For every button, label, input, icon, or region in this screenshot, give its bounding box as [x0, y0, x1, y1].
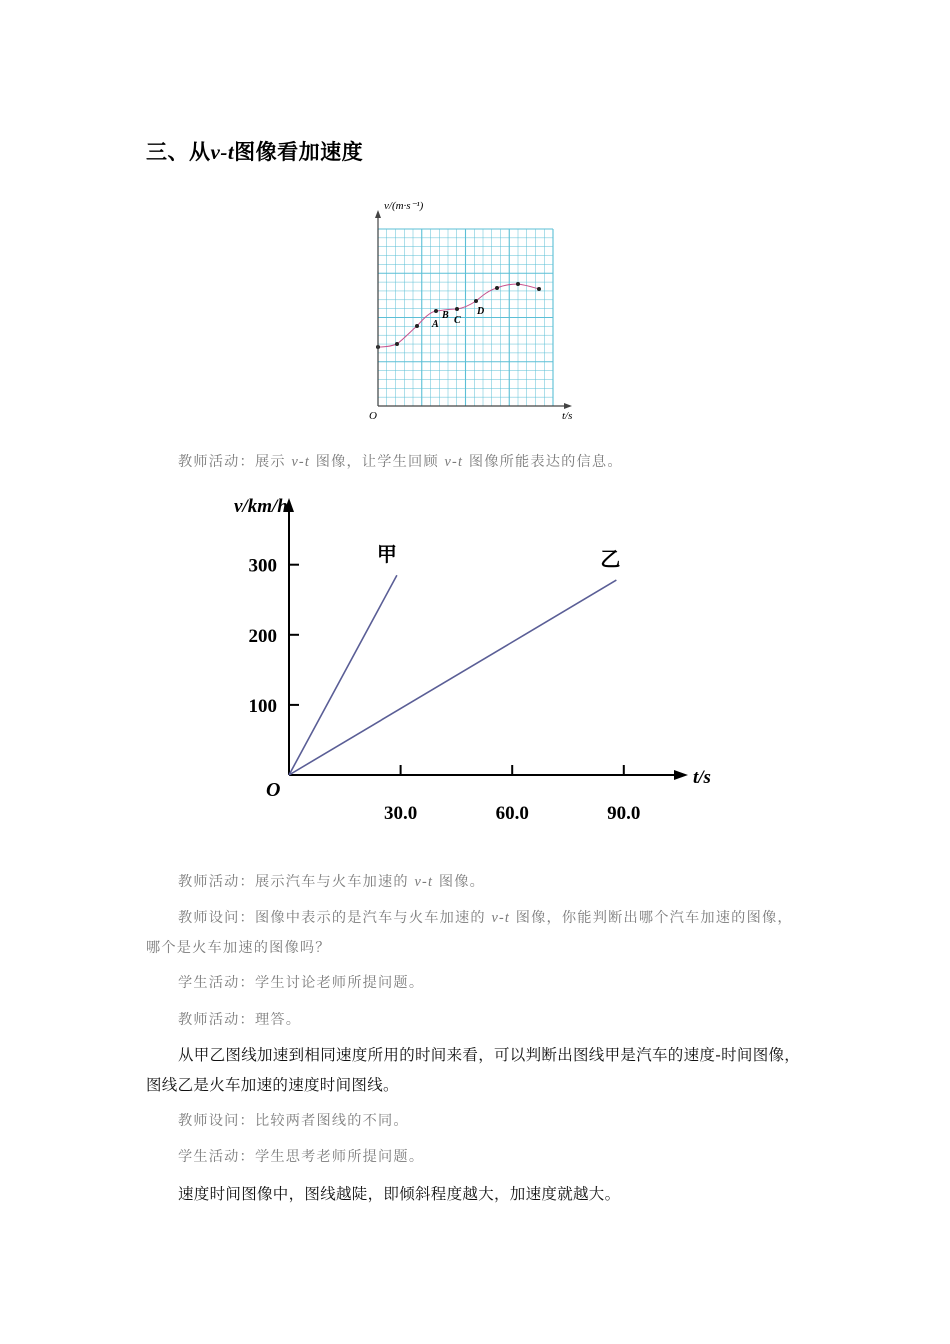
series-label-0: 甲 [376, 542, 397, 567]
paragraph-text: 教师设问：图像中表示的是汽车与火车加速的 [178, 910, 492, 926]
data-point [434, 309, 438, 313]
data-point [516, 282, 520, 286]
series-line-1 [289, 580, 616, 775]
y-tick-label: 100 [248, 695, 277, 717]
paragraph-1 [146, 447, 808, 477]
vt-term: v-t [491, 910, 511, 926]
data-point [415, 324, 419, 328]
y-axis-label: v/km/h [234, 496, 288, 517]
data-point [474, 299, 478, 303]
x-tick-label: 60.0 [495, 803, 529, 824]
paragraph-text: 图像，你能判断出哪个汽车加速的图像，哪个是火车加速的图像吗？ [146, 910, 793, 956]
x-axis-label: t/s [693, 767, 711, 788]
y-tick-label: 200 [248, 625, 277, 647]
figure1-x-label: t/s [562, 410, 573, 422]
paragraph-3 [146, 903, 808, 963]
vt-term: v-t [414, 874, 434, 890]
paragraph-2 [146, 867, 808, 897]
grid-vt-figure [364, 192, 584, 428]
paragraph-text: 图像所能表达的信息。 [463, 454, 623, 470]
data-point [537, 287, 541, 291]
paragraph-9 [146, 1179, 808, 1209]
chart2-axes [234, 496, 711, 801]
paragraph-4 [146, 968, 808, 998]
vt-term: v-t [444, 454, 464, 470]
data-point [455, 307, 459, 311]
vt-term: v-t [291, 454, 311, 470]
section-heading [146, 136, 363, 166]
figure1-label-d: D [477, 306, 485, 317]
x-tick-label: 30.0 [383, 803, 418, 824]
series-label-1: 乙 [600, 547, 621, 572]
y-tick-label: 300 [248, 555, 277, 577]
figure1-label-b: B [442, 310, 449, 321]
paragraph-text: 教师设问：比较两者图线的不同。 [178, 1113, 409, 1129]
paragraph-6 [146, 1040, 808, 1100]
chart2-series [289, 542, 620, 775]
x-tick-label: 90.0 [607, 803, 641, 824]
series-line-0 [289, 575, 397, 775]
paragraph-8 [146, 1142, 808, 1172]
paragraph-text: 教师活动：展示 [178, 454, 292, 470]
origin-label: O [266, 779, 281, 801]
paragraph-text: 学生活动：学生讨论老师所提问题。 [178, 975, 425, 991]
heading-vt: v-t [210, 140, 235, 164]
figure1-x-arrow [564, 403, 572, 409]
heading-suffix: 图像看加速度 [234, 140, 364, 164]
paragraph-5 [146, 1005, 808, 1035]
paragraph-text: 学生活动：学生思考老师所提问题。 [178, 1149, 425, 1165]
chart2-ticks [249, 556, 641, 824]
car-train-vt-chart [228, 490, 728, 835]
paragraph-7 [146, 1106, 808, 1136]
paragraph-text: 从甲乙图线加速到相同速度所用的时间来看，可以判断出图线甲是汽车的速度-时间图像，图线乙是火车加速的速度时间图线。 [146, 1046, 801, 1094]
x-axis-arrow [674, 770, 688, 780]
figure1-y-label: v/(m·s⁻¹) [384, 200, 424, 212]
paragraph-text: 速度时间图像中，图线越陡，即倾斜程度越大，加速度就越大。 [178, 1185, 621, 1203]
figure1-label-a: A [432, 319, 439, 330]
paragraph-text: 图像。 [433, 874, 485, 890]
paragraph-text: 图像，让学生回顾 [310, 454, 445, 470]
figure1-y-arrow [375, 210, 381, 218]
paragraph-text: 教师活动：展示汽车与火车加速的 [178, 874, 415, 890]
data-point [395, 342, 399, 346]
paragraph-text: 教师活动：理答。 [178, 1012, 302, 1028]
figure1-label-c: C [454, 315, 461, 326]
heading-prefix: 三、从 [146, 140, 211, 164]
figure1-grid [378, 229, 553, 406]
figure1-origin: O [369, 410, 377, 422]
data-point [495, 286, 499, 290]
